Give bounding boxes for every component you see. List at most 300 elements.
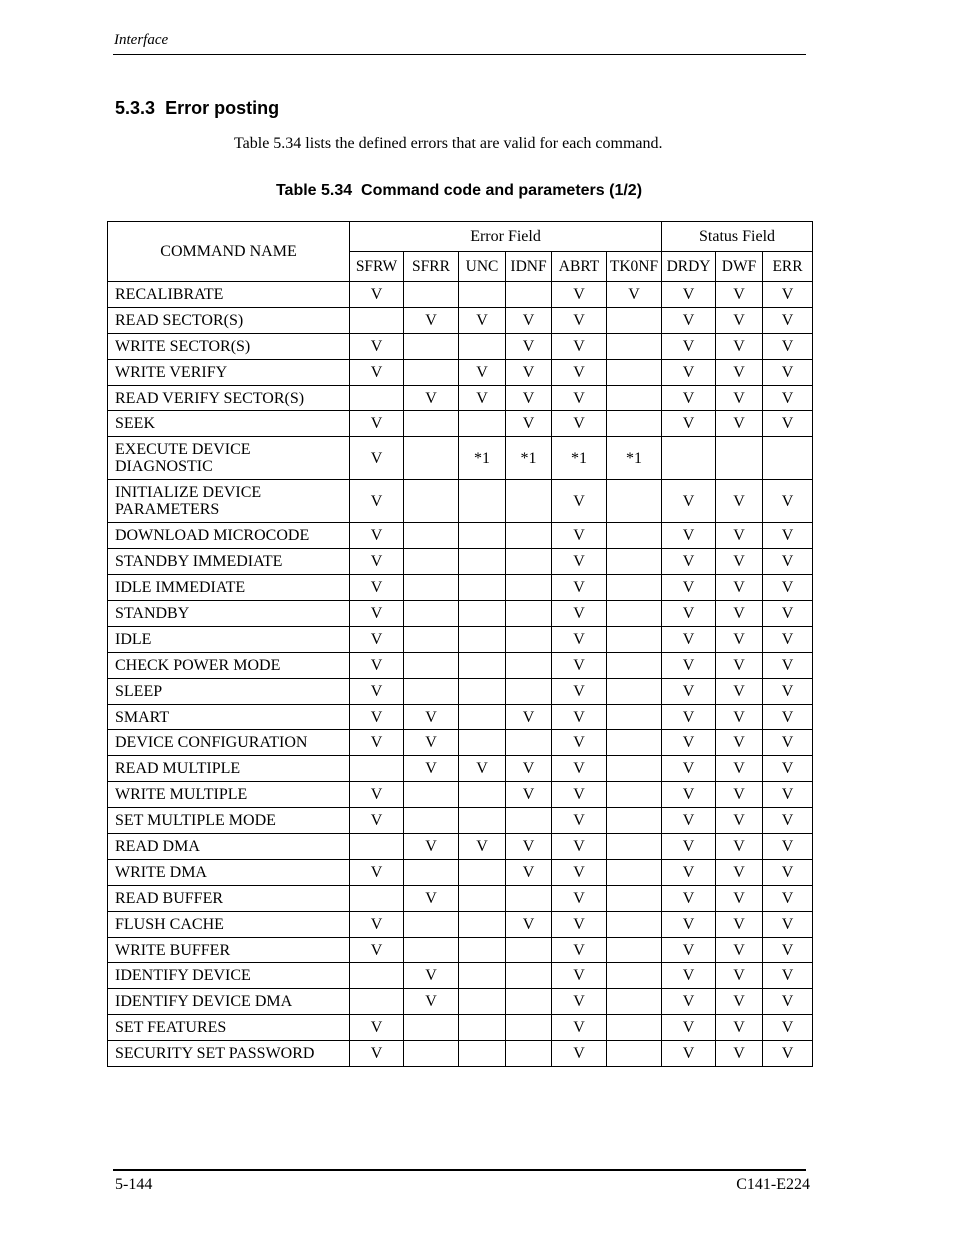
table-row bbox=[108, 1041, 813, 1067]
flag-cell bbox=[404, 937, 459, 963]
flag-cell: V bbox=[506, 911, 552, 937]
flag-cell bbox=[506, 523, 552, 549]
flag-cell: V bbox=[763, 523, 813, 549]
flag-cell: V bbox=[350, 1041, 404, 1067]
flag-cell: V bbox=[350, 782, 404, 808]
command-name-cell: WRITE VERIFY bbox=[108, 359, 350, 385]
flag-cell: V bbox=[716, 411, 763, 437]
flag-cell bbox=[607, 626, 662, 652]
flag-cell: *1 bbox=[506, 437, 552, 480]
flag-cell bbox=[404, 575, 459, 601]
table-row bbox=[108, 575, 813, 601]
flag-cell: V bbox=[607, 282, 662, 308]
flag-cell: V bbox=[552, 1015, 607, 1041]
flag-cell bbox=[350, 834, 404, 860]
table-row bbox=[108, 678, 813, 704]
flag-cell: V bbox=[350, 549, 404, 575]
table-row bbox=[108, 704, 813, 730]
flag-cell: V bbox=[763, 859, 813, 885]
flag-cell bbox=[607, 730, 662, 756]
table-row bbox=[108, 652, 813, 678]
flag-cell bbox=[506, 626, 552, 652]
flag-cell: V bbox=[350, 601, 404, 627]
flag-cell bbox=[506, 549, 552, 575]
table-row bbox=[108, 626, 813, 652]
flag-cell: V bbox=[459, 359, 506, 385]
flag-cell: V bbox=[350, 359, 404, 385]
flag-cell bbox=[350, 989, 404, 1015]
table-row bbox=[108, 963, 813, 989]
table-row bbox=[108, 333, 813, 359]
table-row bbox=[108, 523, 813, 549]
flag-cell: V bbox=[552, 282, 607, 308]
flag-cell: V bbox=[662, 1015, 716, 1041]
flag-cell bbox=[350, 385, 404, 411]
flag-cell: V bbox=[662, 834, 716, 860]
flag-cell bbox=[506, 678, 552, 704]
flag-cell: V bbox=[404, 834, 459, 860]
flag-cell: V bbox=[350, 704, 404, 730]
flag-cell: V bbox=[763, 885, 813, 911]
flag-cell bbox=[506, 730, 552, 756]
flag-cell: V bbox=[763, 601, 813, 627]
command-name-cell: INITIALIZE DEVICE PARAMETERS bbox=[108, 480, 350, 523]
flag-cell bbox=[404, 782, 459, 808]
command-name-cell: SET FEATURES bbox=[108, 1015, 350, 1041]
flag-cell: V bbox=[350, 437, 404, 480]
flag-cell bbox=[459, 782, 506, 808]
command-name-header: COMMAND NAME bbox=[108, 222, 350, 282]
page-number: 5-144 bbox=[115, 1176, 153, 1193]
command-name-cell: SECURITY SET PASSWORD bbox=[108, 1041, 350, 1067]
table-body bbox=[108, 282, 813, 1067]
flag-cell bbox=[607, 885, 662, 911]
table-row bbox=[108, 756, 813, 782]
flag-cell: V bbox=[662, 704, 716, 730]
flag-cell bbox=[607, 549, 662, 575]
table-row bbox=[108, 782, 813, 808]
flag-cell: V bbox=[506, 782, 552, 808]
command-name-cell: IDLE bbox=[108, 626, 350, 652]
flag-cell: V bbox=[350, 626, 404, 652]
table-row bbox=[108, 885, 813, 911]
flag-cell: V bbox=[716, 885, 763, 911]
flag-cell: V bbox=[662, 911, 716, 937]
flag-cell bbox=[506, 1041, 552, 1067]
flag-cell bbox=[404, 859, 459, 885]
column-header-sfrr: SFRR bbox=[404, 252, 459, 282]
flag-cell bbox=[506, 937, 552, 963]
flag-cell: *1 bbox=[607, 437, 662, 480]
flag-cell bbox=[459, 282, 506, 308]
flag-cell: V bbox=[552, 523, 607, 549]
header-rule bbox=[113, 54, 806, 55]
flag-cell: V bbox=[459, 307, 506, 333]
flag-cell: V bbox=[763, 385, 813, 411]
flag-cell: V bbox=[716, 575, 763, 601]
table-caption: Table 5.34 Command code and parameters (1/2) bbox=[275, 182, 643, 199]
flag-cell: V bbox=[763, 989, 813, 1015]
flag-cell: V bbox=[716, 385, 763, 411]
table-row bbox=[108, 730, 813, 756]
table-row bbox=[108, 307, 813, 333]
flag-cell bbox=[404, 1041, 459, 1067]
command-name-cell: RECALIBRATE bbox=[108, 282, 350, 308]
flag-cell: V bbox=[763, 282, 813, 308]
flag-cell: V bbox=[506, 359, 552, 385]
flag-cell: V bbox=[662, 523, 716, 549]
flag-cell: V bbox=[716, 937, 763, 963]
command-name-cell: DEVICE CONFIGURATION bbox=[108, 730, 350, 756]
table-row bbox=[108, 989, 813, 1015]
flag-cell: V bbox=[552, 782, 607, 808]
flag-cell: V bbox=[404, 704, 459, 730]
flag-cell: V bbox=[552, 808, 607, 834]
flag-cell bbox=[662, 437, 716, 480]
flag-cell bbox=[459, 1015, 506, 1041]
command-name-cell: READ MULTIPLE bbox=[108, 756, 350, 782]
flag-cell: V bbox=[716, 859, 763, 885]
command-name-cell: STANDBY bbox=[108, 601, 350, 627]
flag-cell: V bbox=[506, 756, 552, 782]
command-name-cell: READ BUFFER bbox=[108, 885, 350, 911]
flag-cell bbox=[506, 963, 552, 989]
flag-cell: V bbox=[763, 678, 813, 704]
command-name-cell: IDENTIFY DEVICE bbox=[108, 963, 350, 989]
flag-cell bbox=[506, 601, 552, 627]
command-name-cell: READ SECTOR(S) bbox=[108, 307, 350, 333]
flag-cell: V bbox=[350, 1015, 404, 1041]
flag-cell: V bbox=[763, 626, 813, 652]
flag-cell: V bbox=[716, 549, 763, 575]
flag-cell: V bbox=[552, 911, 607, 937]
flag-cell: V bbox=[662, 480, 716, 523]
column-header-dwf: DWF bbox=[716, 252, 763, 282]
flag-cell bbox=[350, 963, 404, 989]
flag-cell: V bbox=[506, 704, 552, 730]
command-name-cell: DOWNLOAD MICROCODE bbox=[108, 523, 350, 549]
flag-cell bbox=[607, 359, 662, 385]
flag-cell: V bbox=[763, 808, 813, 834]
flag-cell: V bbox=[662, 756, 716, 782]
command-name-cell: SET MULTIPLE MODE bbox=[108, 808, 350, 834]
flag-cell: V bbox=[662, 601, 716, 627]
table-row bbox=[108, 385, 813, 411]
section-heading bbox=[115, 98, 279, 119]
flag-cell bbox=[607, 333, 662, 359]
flag-cell: V bbox=[552, 601, 607, 627]
flag-cell: V bbox=[350, 911, 404, 937]
flag-cell: V bbox=[763, 549, 813, 575]
flag-cell: V bbox=[763, 480, 813, 523]
command-name-cell: WRITE MULTIPLE bbox=[108, 782, 350, 808]
flag-cell: V bbox=[350, 859, 404, 885]
flag-cell: V bbox=[404, 756, 459, 782]
flag-cell: V bbox=[552, 385, 607, 411]
command-name-cell: CHECK POWER MODE bbox=[108, 652, 350, 678]
flag-cell: V bbox=[552, 730, 607, 756]
flag-cell bbox=[459, 480, 506, 523]
flag-cell: V bbox=[404, 730, 459, 756]
column-header-drdy: DRDY bbox=[662, 252, 716, 282]
command-name-cell: IDENTIFY DEVICE DMA bbox=[108, 989, 350, 1015]
flag-cell bbox=[607, 601, 662, 627]
command-name-cell: STANDBY IMMEDIATE bbox=[108, 549, 350, 575]
flag-cell bbox=[350, 307, 404, 333]
flag-cell bbox=[506, 480, 552, 523]
table-row bbox=[108, 359, 813, 385]
flag-cell: V bbox=[552, 859, 607, 885]
flag-cell: V bbox=[506, 859, 552, 885]
flag-cell: V bbox=[763, 652, 813, 678]
flag-cell: V bbox=[662, 626, 716, 652]
column-header-abrt: ABRT bbox=[552, 252, 607, 282]
flag-cell bbox=[607, 808, 662, 834]
flag-cell: V bbox=[662, 730, 716, 756]
table-row bbox=[108, 411, 813, 437]
flag-cell: V bbox=[459, 756, 506, 782]
flag-cell bbox=[607, 480, 662, 523]
column-header-sfrw: SFRW bbox=[350, 252, 404, 282]
flag-cell bbox=[607, 963, 662, 989]
flag-cell bbox=[404, 359, 459, 385]
flag-cell bbox=[506, 282, 552, 308]
status-field-header: Status Field bbox=[662, 222, 813, 252]
flag-cell: V bbox=[350, 808, 404, 834]
flag-cell bbox=[404, 437, 459, 480]
column-header-err: ERR bbox=[763, 252, 813, 282]
flag-cell: V bbox=[662, 385, 716, 411]
flag-cell: V bbox=[716, 626, 763, 652]
flag-cell bbox=[459, 808, 506, 834]
flag-cell: V bbox=[552, 333, 607, 359]
flag-cell: V bbox=[662, 859, 716, 885]
flag-cell: V bbox=[716, 782, 763, 808]
flag-cell: V bbox=[662, 333, 716, 359]
table-row bbox=[108, 911, 813, 937]
flag-cell bbox=[607, 859, 662, 885]
flag-cell: V bbox=[662, 808, 716, 834]
command-name-cell: EXECUTE DEVICE DIAGNOSTIC bbox=[108, 437, 350, 480]
flag-cell bbox=[404, 678, 459, 704]
flag-cell: V bbox=[350, 523, 404, 549]
flag-cell: V bbox=[552, 307, 607, 333]
flag-cell bbox=[459, 652, 506, 678]
flag-cell bbox=[607, 704, 662, 730]
flag-cell: V bbox=[662, 885, 716, 911]
flag-cell: V bbox=[350, 652, 404, 678]
flag-cell bbox=[404, 549, 459, 575]
flag-cell: V bbox=[459, 834, 506, 860]
flag-cell: V bbox=[716, 1041, 763, 1067]
command-name-cell: FLUSH CACHE bbox=[108, 911, 350, 937]
flag-cell bbox=[459, 333, 506, 359]
flag-cell bbox=[459, 885, 506, 911]
flag-cell bbox=[459, 678, 506, 704]
flag-cell bbox=[459, 859, 506, 885]
flag-cell bbox=[459, 1041, 506, 1067]
flag-cell: V bbox=[350, 333, 404, 359]
command-name-cell: READ VERIFY SECTOR(S) bbox=[108, 385, 350, 411]
flag-cell: V bbox=[763, 834, 813, 860]
flag-cell: V bbox=[716, 652, 763, 678]
table-row bbox=[108, 1015, 813, 1041]
flag-cell: V bbox=[552, 411, 607, 437]
flag-cell: V bbox=[716, 834, 763, 860]
flag-cell: V bbox=[404, 963, 459, 989]
flag-cell: V bbox=[716, 307, 763, 333]
flag-cell: V bbox=[552, 549, 607, 575]
flag-cell: V bbox=[763, 756, 813, 782]
flag-cell: V bbox=[404, 307, 459, 333]
table-row bbox=[108, 937, 813, 963]
flag-cell: V bbox=[350, 575, 404, 601]
flag-cell: V bbox=[506, 411, 552, 437]
flag-cell bbox=[506, 885, 552, 911]
table-row bbox=[108, 480, 813, 523]
flag-cell: V bbox=[552, 1041, 607, 1067]
flag-cell bbox=[607, 678, 662, 704]
flag-cell bbox=[459, 626, 506, 652]
flag-cell: V bbox=[763, 359, 813, 385]
flag-cell: V bbox=[506, 385, 552, 411]
flag-cell bbox=[459, 575, 506, 601]
flag-cell: *1 bbox=[459, 437, 506, 480]
flag-cell bbox=[607, 411, 662, 437]
flag-cell bbox=[506, 1015, 552, 1041]
intro-paragraph: Table 5.34 lists the defined errors that are valid for each command. bbox=[234, 135, 663, 152]
flag-cell bbox=[607, 385, 662, 411]
table-row bbox=[108, 834, 813, 860]
flag-cell: V bbox=[506, 333, 552, 359]
flag-cell bbox=[404, 523, 459, 549]
flag-cell: V bbox=[763, 1015, 813, 1041]
table-row bbox=[108, 282, 813, 308]
flag-cell bbox=[506, 652, 552, 678]
flag-cell: V bbox=[404, 989, 459, 1015]
flag-cell: V bbox=[662, 575, 716, 601]
flag-cell: V bbox=[716, 808, 763, 834]
flag-cell: V bbox=[662, 282, 716, 308]
flag-cell: V bbox=[716, 756, 763, 782]
flag-cell: V bbox=[763, 730, 813, 756]
flag-cell: *1 bbox=[552, 437, 607, 480]
flag-cell: V bbox=[763, 704, 813, 730]
flag-cell: V bbox=[716, 911, 763, 937]
flag-cell: V bbox=[716, 523, 763, 549]
flag-cell bbox=[404, 626, 459, 652]
flag-cell: V bbox=[552, 678, 607, 704]
flag-cell: V bbox=[552, 359, 607, 385]
flag-cell: V bbox=[404, 885, 459, 911]
flag-cell bbox=[350, 756, 404, 782]
flag-cell: V bbox=[763, 1041, 813, 1067]
flag-cell: V bbox=[506, 834, 552, 860]
flag-cell bbox=[459, 937, 506, 963]
flag-cell bbox=[607, 1041, 662, 1067]
table-row bbox=[108, 549, 813, 575]
flag-cell bbox=[607, 911, 662, 937]
flag-cell bbox=[459, 549, 506, 575]
flag-cell bbox=[763, 437, 813, 480]
flag-cell: V bbox=[552, 937, 607, 963]
flag-cell: V bbox=[552, 480, 607, 523]
table-row bbox=[108, 859, 813, 885]
flag-cell: V bbox=[404, 385, 459, 411]
flag-cell: V bbox=[716, 359, 763, 385]
flag-cell: V bbox=[716, 480, 763, 523]
flag-cell bbox=[404, 601, 459, 627]
flag-cell: V bbox=[552, 704, 607, 730]
flag-cell bbox=[459, 911, 506, 937]
flag-cell bbox=[404, 411, 459, 437]
command-name-cell: SMART bbox=[108, 704, 350, 730]
flag-cell: V bbox=[763, 911, 813, 937]
flag-cell: V bbox=[552, 626, 607, 652]
flag-cell: V bbox=[763, 575, 813, 601]
flag-cell: V bbox=[716, 730, 763, 756]
flag-cell: V bbox=[662, 652, 716, 678]
flag-cell: V bbox=[662, 782, 716, 808]
flag-cell: V bbox=[662, 411, 716, 437]
flag-cell: V bbox=[552, 989, 607, 1015]
command-name-cell: WRITE BUFFER bbox=[108, 937, 350, 963]
column-header-unc: UNC bbox=[459, 252, 506, 282]
flag-cell: V bbox=[716, 989, 763, 1015]
document-code: C141-E224 bbox=[736, 1176, 810, 1193]
flag-cell: V bbox=[552, 652, 607, 678]
error-field-header: Error Field bbox=[350, 222, 662, 252]
flag-cell: V bbox=[662, 963, 716, 989]
flag-cell: V bbox=[763, 307, 813, 333]
flag-cell bbox=[607, 989, 662, 1015]
column-header-idnf: IDNF bbox=[506, 252, 552, 282]
section-number: 5.3.3 bbox=[115, 98, 156, 118]
flag-cell: V bbox=[716, 282, 763, 308]
flag-cell: V bbox=[350, 937, 404, 963]
flag-cell bbox=[607, 782, 662, 808]
flag-cell: V bbox=[716, 333, 763, 359]
flag-cell bbox=[404, 282, 459, 308]
command-name-cell: SEEK bbox=[108, 411, 350, 437]
flag-cell: V bbox=[662, 359, 716, 385]
flag-cell: V bbox=[662, 307, 716, 333]
flag-cell bbox=[459, 601, 506, 627]
flag-cell bbox=[506, 575, 552, 601]
flag-cell: V bbox=[716, 678, 763, 704]
footer-rule bbox=[113, 1169, 806, 1171]
flag-cell bbox=[404, 480, 459, 523]
flag-cell bbox=[459, 704, 506, 730]
column-header-tk0nf: TK0NF bbox=[607, 252, 662, 282]
flag-cell bbox=[506, 808, 552, 834]
section-title: Error posting bbox=[165, 98, 280, 118]
command-table bbox=[107, 221, 813, 1067]
flag-cell: V bbox=[552, 963, 607, 989]
table-row bbox=[108, 601, 813, 627]
flag-cell: V bbox=[662, 989, 716, 1015]
flag-cell bbox=[404, 1015, 459, 1041]
flag-cell bbox=[607, 652, 662, 678]
flag-cell bbox=[459, 730, 506, 756]
flag-cell: V bbox=[350, 411, 404, 437]
flag-cell bbox=[607, 834, 662, 860]
flag-cell bbox=[716, 437, 763, 480]
table-row bbox=[108, 808, 813, 834]
flag-cell: V bbox=[662, 678, 716, 704]
table-row bbox=[108, 437, 813, 480]
flag-cell: V bbox=[552, 885, 607, 911]
